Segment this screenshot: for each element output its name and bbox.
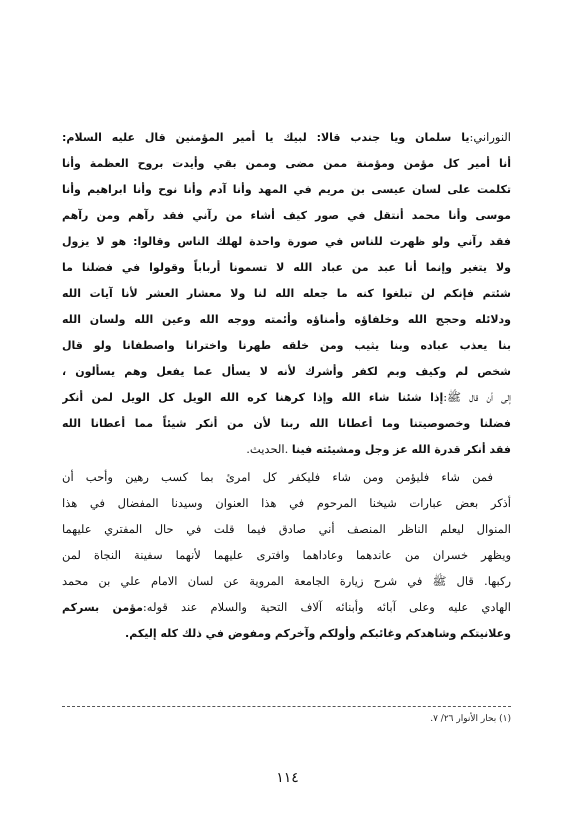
bold-run: فقد رآني ولو ظهرت للناس في صورة واحدة لهلك الناس وقالوا: هو لا يزول [62,235,511,248]
text-line [62,620,511,646]
bold-run: بنا يعذب عباده وبنا يثيب ومن خلقه طهرنا واخترانا واصطفانا ولو قال [62,339,511,352]
text-line [62,358,511,384]
text-line [62,228,511,254]
text-line [62,568,511,594]
footnote: (١) بحار الأنوار ٢٦/ ٧. [430,714,511,724]
text-line [62,150,511,176]
text-run: المنوال ليعلم الناظر المنصف أني صادق فيما قلت في حال المفتري عليهما [62,522,511,536]
bold-run: ودلائله وحجج الله وخلفاؤه وأمناؤه وأئمته ووجه الله وعين الله ولسان الله [62,313,511,326]
bold-run: فقد أنكر قدرة الله عز وجل ومشيئته فينا [291,443,511,456]
page-number: ١١٤ [276,770,299,786]
text-line [62,306,511,332]
text-line [62,410,511,436]
bold-run: أنا أمير كل مؤمن ومؤمنة ممن مضى وممن بقي وأيدت بروح العظمة وأنا [62,157,511,170]
bold-run: يا سلمان ويا جندب قالا: لبيك يا أمير المؤمنين قال عليه السلام: [62,131,470,144]
text-line [62,176,511,202]
bold-run: مؤمن بسركم [62,601,143,614]
bold-run: ولا يتغير وإنما أنا عبد من عباد الله لا تسمونا أرباباً وقولوا في فضلنا ما [62,261,511,274]
text-line [62,436,511,462]
text-run: فمن شاء فليؤمن ومن شاء فليكفر كل امرئ بما كسب رهين وأحب أن [62,470,493,484]
text-line [62,202,511,228]
bold-run: شخص لم وكيف وبم لكفر وأشرك لأنه لا يسأل عما يفعل وهم يسألون ، [62,365,511,378]
text-line [62,542,511,568]
text-line [62,332,511,358]
text-run: أذكر بعض عبارات شيخنا المرحوم في هذا العنوان وسيدنا المفضال في هذا [62,496,511,510]
text-line [62,280,511,306]
text-run: إلى أن قال ﷺ: [443,390,511,404]
main-text [62,124,511,646]
text-line [62,594,511,620]
text-line [62,124,511,150]
text-run: .الحديث. [246,442,292,456]
bold-run: إذا شئنا شاء الله وإذا كرهنا كره الله الويل كل الويل لمن أنكر [62,391,444,404]
text-run: النوراني: [469,130,511,144]
text-line [62,464,511,490]
bold-run: تكلمت على لسان عيسى بن مريم في المهد وأنا آدم وأنا نوح وأنا ابراهيم وأنا [62,183,511,196]
text-run: ويظهر خسران من عاندهما وعاداهما وافترى عليهما لأنهما سفينة النجاة لمن [62,548,511,562]
footnote-divider [62,706,511,707]
text-line [62,516,511,542]
text-line [62,490,511,516]
bold-run: شئتم فإنكم لن تبلغوا كنه ما جعله الله لنا ولا معشار العشر لأنا آيات الله [62,287,511,300]
text-line [62,254,511,280]
bold-run: موسى وأنا محمد أنتقل في صور كيف أشاء من رآني فقد رآهم ومن رآهم [62,209,511,222]
bold-run: وعلانيتكم وشاهدكم وغائبكم وأولكم وآخركم ومفوض في ذلك كله إليكم. [125,627,511,640]
text-line [62,384,511,410]
bold-run: فضلنا وخصوصيتنا وما أعطانا الله ربنا لأن من أنكر شيئاً مما أعطانا الله [62,417,511,430]
text-run: الهادي عليه وعلى آبائه وأبنائه آلاف التحية والسلام عند قوله: [142,600,511,614]
text-run: ركبها. قال ﷺ في شرح زيارة الجامعة المروية عن لسان الامام علي بن محمد [62,574,511,588]
